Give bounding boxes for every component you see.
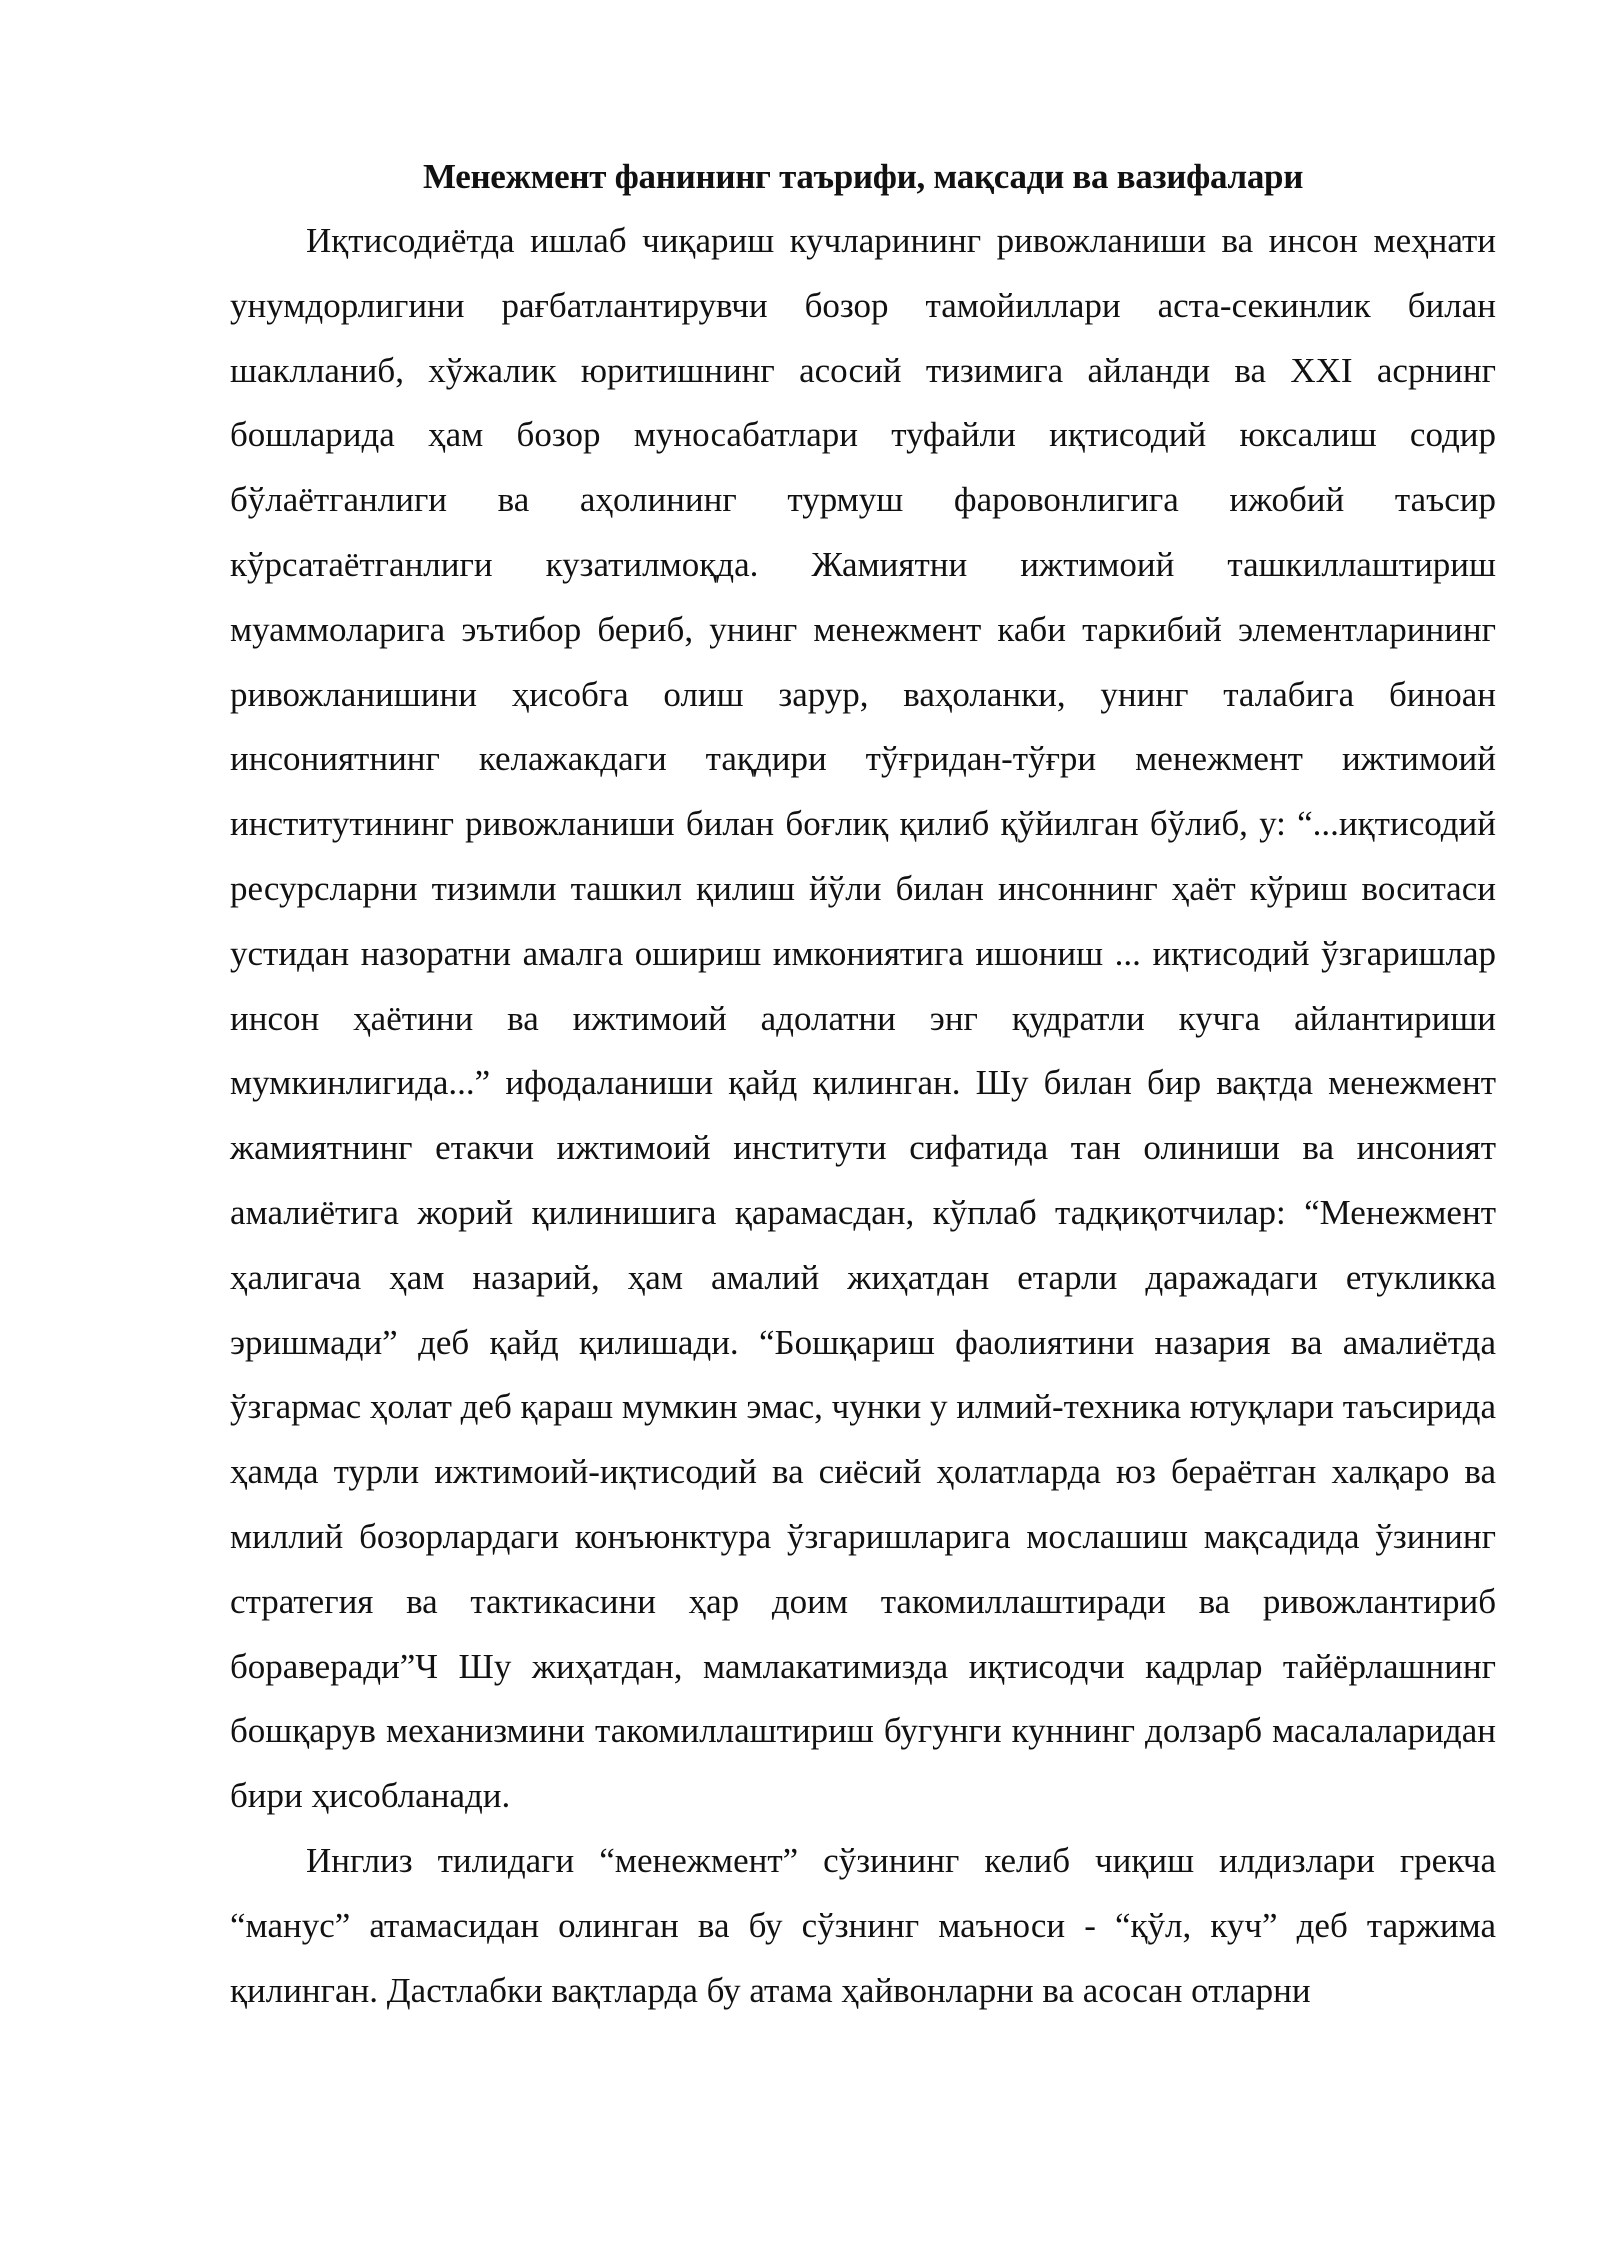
paragraph-2: Инглиз тилидаги “менежмент” сўзининг келиб чиқиш илдизлари грекча “манус” атамасидан олинган ва бу сўзнинг маъноси - “қўл, куч” деб таржима қилинган. Дастлабки вақтларда бу атама ҳайвонларни ва асосан отларни (230, 1840, 1496, 2010)
paragraph-1: Иқтисодиётда ишлаб чиқариш кучларининг ривожланиши ва инсон меҳнати унумдорлигини рағбатлантирувчи бозор тамойиллари аста-секинлик билан шаклланиб, хўжалик юритишнинг асосий тизимига айланди ва XXI асрнинг бошларида ҳам бозор муносабатлари туфайли иқтисодий юксалиш содир бўлаётганлиги ва аҳолининг турмуш фаровонлигига ижобий таъсир кўрсатаётганлиги кузатилмоқда. Жамиятни ижтимоий ташкиллаштириш муаммоларига эътибор бериб, унинг менежмент каби таркибий элементларининг ривожланишини ҳисобга олиш зарур, ваҳоланки, унинг талабига биноан инсониятнинг келажакдаги тақдири тўғридан-тўғри менежмент ижтимоий институтининг ривожланиши билан боғлиқ қилиб қўйилган бўлиб, у: “...иқтисодий ресурсларни тизимли ташкил қилиш йўли билан инсоннинг ҳаёт кўриш воситаси устидан назоратни амалга ошириш имкониятига ишониш ... иқтисодий ўзгаришлар инсон ҳаётини ва ижтимоий адолатни энг қудратли кучга айлантириши мумкинлигида...” ифодаланиши қайд қилинган. Шу билан бир вақтда менежмент жамиятнинг етакчи ижтимоий институти сифатида тан олиниши ва инсоният амалиётига жорий қилинишига қарамасдан, кўплаб тадқиқотчилар: “Менежмент ҳалигача ҳам назарий, ҳам амалий жиҳатдан етарли даражадаги етукликка эришмади” деб қайд қилишади. “Бошқариш фаолиятини назария ва амалиётда ўзгармас ҳолат деб қараш мумкин эмас, чунки у илмий-техника ютуқлари таъсирида ҳамда турли ижтимоий-иқтисодий ва сиёсий ҳолатларда юз бераётган халқаро ва миллий бозорлардаги конъюнктура ўзгаришларига мослашиш мақсадида ўзининг стратегия ва тактикасини ҳар доим такомиллаштиради ва ривожлантириб бораверади”Ч Шу жиҳатдан, мамлакатимизда иқтисодчи кадрлар тайёрлашнинг бошқарув механизмини такомиллаштириш бугунги куннинг долзарб масалаларидан бири ҳисобланади. (230, 221, 1496, 1816)
page-content (230, 145, 1496, 2023)
document-title: Менежмент фанининг таърифи, мақсади ва вазифалари (422, 157, 1304, 196)
